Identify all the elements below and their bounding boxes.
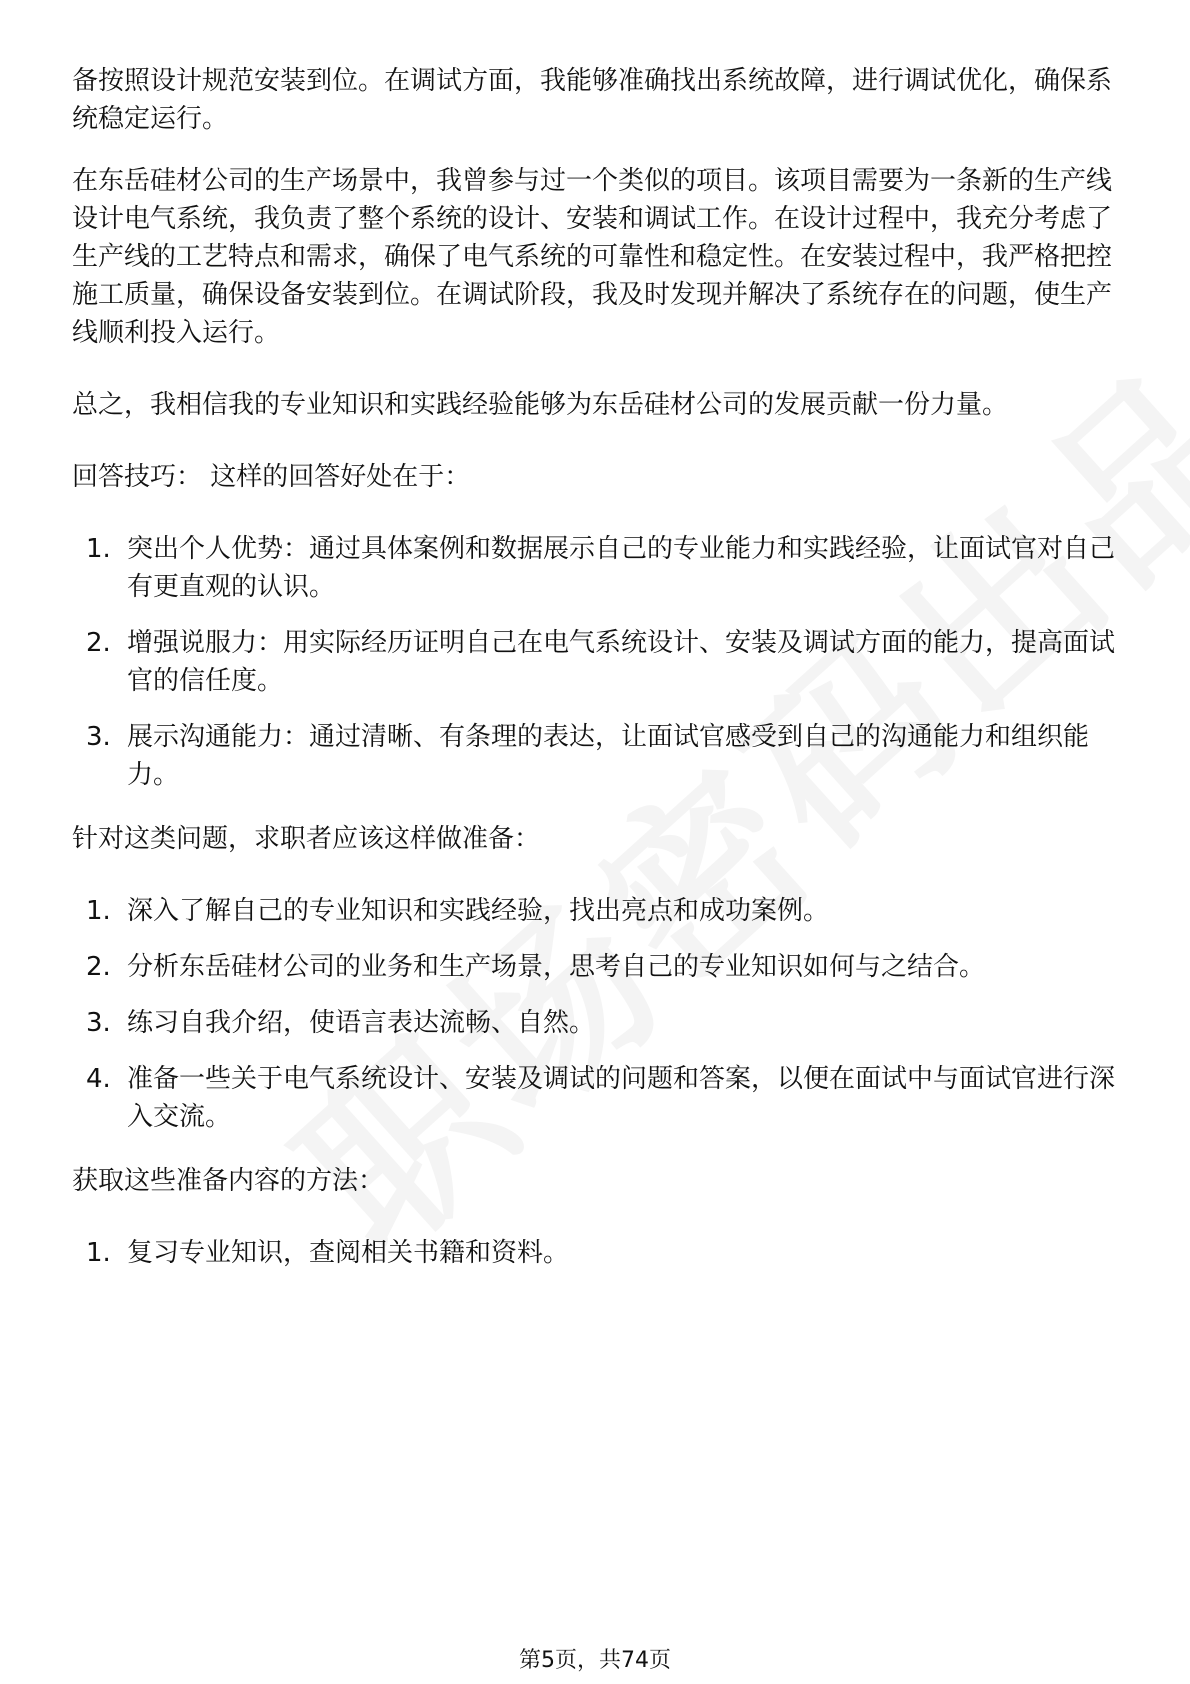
document-body [72, 62, 1122, 1298]
list-number: 1. [86, 534, 111, 564]
list-item-text: 展示沟通能力：通过清晰、有条理的表达，让面试官感受到自己的沟通能力和组织能力。 [127, 722, 1090, 790]
list-number: 2. [86, 628, 111, 658]
list-item-text: 准备一些关于电气系统设计、安装及调试的问题和答案，以便在面试中与面试官进行深入交流。 [127, 1064, 1116, 1132]
tips-list [72, 530, 1122, 794]
list-number: 1. [86, 1238, 111, 1268]
list-item [72, 892, 1122, 930]
list-item [72, 1234, 1122, 1272]
tips-heading: 回答技巧： 这样的回答好处在于： [72, 462, 471, 492]
methods-list [72, 1234, 1122, 1272]
list-item [72, 948, 1122, 986]
list-number: 3. [86, 1008, 111, 1038]
methods-heading: 获取这些准备内容的方法： [72, 1166, 385, 1196]
paragraph-project-experience: 在东岳硅材公司的生产场景中，我曾参与过一个类似的项目。该项目需要为一条新的生产线设计电气系统，我负责了整个系统的设计、安装和调试工作。在设计过程中，我充分考虑了生产线的工艺特点和需求，确保了电气系统的可靠性和稳定性。在安装过程中，我严格把控施工质量，确保设备安装到位。在调试阶段，我及时发现并解决了系统存在的问题，使生产线顺利投入运行。 [72, 166, 1113, 348]
list-item [72, 1060, 1122, 1136]
list-item-text: 增强说服力：用实际经历证明自己在电气系统设计、安装及调试方面的能力，提高面试官的信任度。 [127, 628, 1116, 696]
prep-list [72, 892, 1122, 1136]
page-number-footer: 第5页，共74页 [519, 1648, 671, 1673]
list-number: 2. [86, 952, 111, 982]
list-item [72, 530, 1122, 606]
list-item-text: 分析东岳硅材公司的业务和生产场景，思考自己的专业知识如何与之结合。 [127, 952, 986, 982]
list-item-text: 突出个人优势：通过具体案例和数据展示自己的专业能力和实践经验，让面试官对自己有更直观的认识。 [127, 534, 1116, 602]
list-item [72, 624, 1122, 700]
paragraph-conclusion: 总之，我相信我的专业知识和实践经验能够为东岳硅材公司的发展贡献一份力量。 [72, 390, 1009, 420]
prep-heading: 针对这类问题，求职者应该这样做准备： [72, 824, 541, 854]
list-number: 4. [86, 1064, 111, 1094]
list-item-text: 练习自我介绍，使语言表达流畅、自然。 [127, 1008, 596, 1038]
list-item-text: 深入了解自己的专业知识和实践经验，找出亮点和成功案例。 [127, 896, 830, 926]
list-number: 1. [86, 896, 111, 926]
list-item [72, 718, 1122, 794]
list-number: 3. [86, 722, 111, 752]
list-item [72, 1004, 1122, 1042]
paragraph-continuation: 备按照设计规范安装到位。在调试方面，我能够准确找出系统故障，进行调试优化，确保系统稳定运行。 [72, 66, 1113, 134]
list-item-text: 复习专业知识，查阅相关书籍和资料。 [127, 1238, 570, 1268]
